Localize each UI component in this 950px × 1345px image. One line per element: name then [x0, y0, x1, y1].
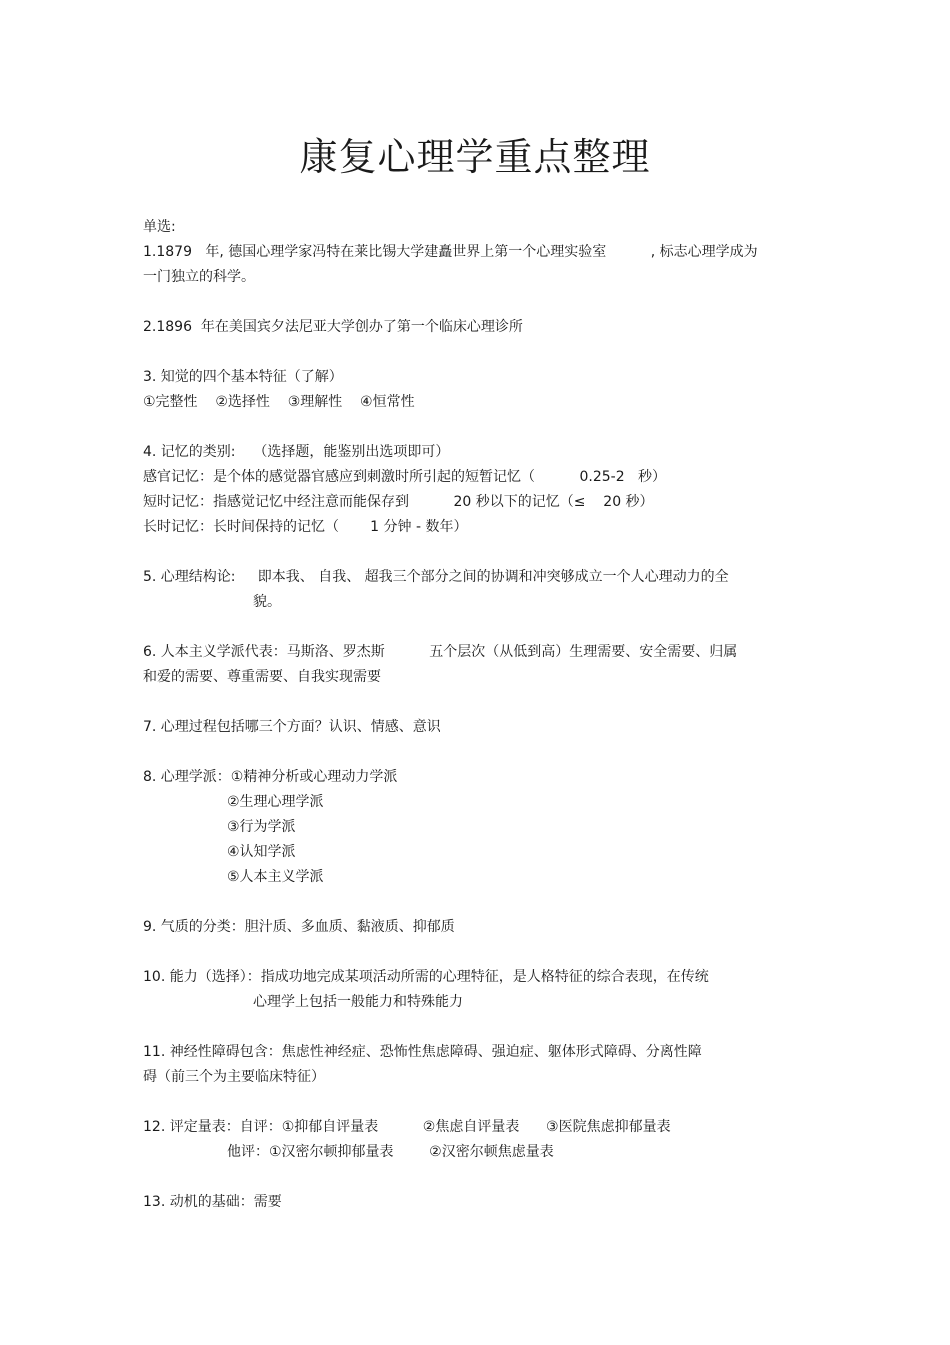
- item-13: 13. 动机的基础：需要: [143, 1194, 282, 1210]
- item-1-line-2: 一门独立的科学。: [143, 269, 255, 285]
- item-8-school-5: ⑤人本主义学派: [227, 869, 324, 885]
- item-8-heading: 8. 心理学派：①精神分析或心理动力学派: [143, 769, 398, 785]
- item-11-line-1: 11. 神经性障碍包含：焦虑性神经症、恐怖性焦虑障碍、强迫症、躯体形式障碍、分离性障: [143, 1044, 702, 1060]
- item-5-line-1: 5. 心理结构论: 即本我、 自我、 超我三个部分之间的协调和冲突够成立一个人心理动力的全: [143, 569, 729, 585]
- item-8-school-2: ②生理心理学派: [227, 794, 324, 810]
- item-4-sensory-memory: 感官记忆：是个体的感觉器官感应到刺激时所引起的短暂记忆（ 0.25-2 秒）: [143, 469, 666, 485]
- item-5-line-2: 貌。: [253, 594, 281, 610]
- item-10-line-2: 心理学上包括一般能力和特殊能力: [253, 994, 463, 1010]
- item-9: 9. 气质的分类：胆汁质、多血质、黏液质、抑郁质: [143, 919, 455, 935]
- item-8-school-3: ③行为学派: [227, 819, 296, 835]
- item-4-short-term-memory: 短时记忆：指感觉记忆中经注意而能保存到 20 秒以下的记忆（≤ 20 秒）: [143, 494, 654, 510]
- item-12-self-rating: 12. 评定量表：自评：①抑郁自评量表 ②焦虑自评量表 ③医院焦虑抑郁量表: [143, 1119, 671, 1135]
- item-10-line-1: 10. 能力（选择）：指成功地完成某项活动所需的心理特征，是人格特征的综合表现，在传统: [143, 969, 709, 985]
- section-label: 单选:: [143, 219, 176, 235]
- document-title: 康复心理学重点整理: [299, 135, 651, 179]
- item-2: 2.1896 年在美国宾夕法尼亚大学创办了第一个临床心理诊所: [143, 319, 523, 335]
- item-6-line-2: 和爱的需要、尊重需要、自我实现需要: [143, 669, 381, 685]
- item-3-heading: 3. 知觉的四个基本特征（了解）: [143, 369, 343, 385]
- item-7: 7. 心理过程包括哪三个方面？认识、情感、意识: [143, 719, 441, 735]
- item-3-list: ①完整性 ②选择性 ③理解性 ④恒常性: [143, 394, 415, 410]
- item-11-line-2: 碍（前三个为主要临床特征）: [143, 1069, 325, 1085]
- item-12-other-rating: 他评：①汉密尔顿抑郁量表 ②汉密尔顿焦虑量表: [227, 1144, 554, 1160]
- item-8-school-4: ④认知学派: [227, 844, 296, 860]
- item-6-line-1: 6. 人本主义学派代表：马斯洛、罗杰斯 五个层次（从低到高）生理需要、安全需要、归属: [143, 644, 738, 660]
- item-4-long-term-memory: 长时记忆：长时间保持的记忆（ 1 分钟 - 数年）: [143, 519, 468, 535]
- item-1-line-1: 1.1879 年, 德国心理学家冯特在莱比锡大学建矗世界上第一个心理实验室 , 标志心理学成为: [143, 244, 758, 260]
- item-4-heading: 4. 记忆的类别: （选择题，能鉴别出选项即可）: [143, 444, 450, 460]
